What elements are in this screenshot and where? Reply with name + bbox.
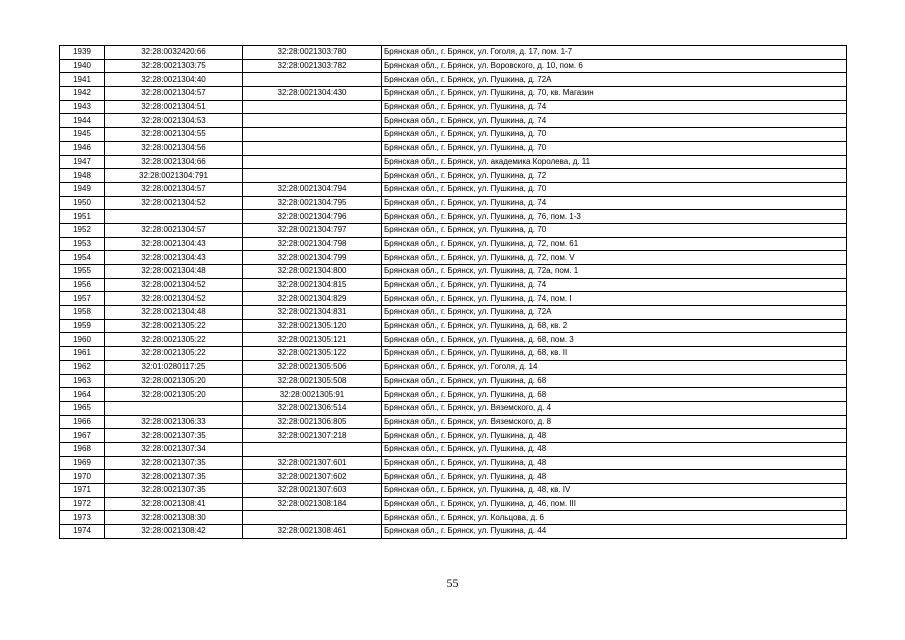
row-number-cell: 1946	[60, 141, 105, 155]
cadastral-number-parcel-cell: 32:28:0021305:20	[105, 388, 243, 402]
address-cell: Брянская обл., г. Брянск, ул. Пушкина, д. 74, пом. I	[382, 292, 847, 306]
address-cell: Брянская обл., г. Брянск, ул. Пушкина, д. 72А	[382, 73, 847, 87]
address-cell: Брянская обл., г. Брянск, ул. Пушкина, д. 72	[382, 169, 847, 183]
cadastral-number-parcel-cell: 32:28:0021304:56	[105, 141, 243, 155]
address-cell: Брянская обл., г. Брянск, ул. Пушкина, д. 44	[382, 525, 847, 539]
cadastral-number-object-cell: 32:28:0021304:794	[243, 182, 382, 196]
row-number-cell: 1944	[60, 114, 105, 128]
table-row	[60, 374, 847, 388]
row-number-cell: 1966	[60, 415, 105, 429]
row-number-cell: 1959	[60, 319, 105, 333]
cadastral-number-object-cell	[243, 169, 382, 183]
cadastral-number-object-cell: 32:28:0021306:514	[243, 401, 382, 415]
row-number-cell: 1952	[60, 223, 105, 237]
cadastral-number-parcel-cell: 32:28:0021305:20	[105, 374, 243, 388]
cadastral-number-object-cell	[243, 114, 382, 128]
row-number-cell: 1957	[60, 292, 105, 306]
table-row	[60, 100, 847, 114]
address-cell: Брянская обл., г. Брянск, ул. Пушкина, д. 68, кв. II	[382, 347, 847, 361]
table-row	[60, 128, 847, 142]
row-number-cell: 1965	[60, 401, 105, 415]
row-number-cell: 1973	[60, 511, 105, 525]
table-row	[60, 333, 847, 347]
table-row	[60, 511, 847, 525]
cadastral-number-object-cell: 32:28:0021305:120	[243, 319, 382, 333]
cadastral-number-object-cell: 32:28:0021304:815	[243, 278, 382, 292]
row-number-cell: 1943	[60, 100, 105, 114]
cadastral-number-object-cell: 32:28:0021305:121	[243, 333, 382, 347]
cadastral-number-parcel-cell: 32:28:0021304:66	[105, 155, 243, 169]
table-row	[60, 388, 847, 402]
table-row	[60, 319, 847, 333]
cadastral-number-parcel-cell: 32:28:0021307:35	[105, 484, 243, 498]
cadastral-number-object-cell: 32:28:0021304:795	[243, 196, 382, 210]
cadastral-number-object-cell: 32:28:0021304:831	[243, 306, 382, 320]
cadastral-number-parcel-cell: 32:28:0021303:75	[105, 59, 243, 73]
cadastral-number-parcel-cell: 32:28:0021306:33	[105, 415, 243, 429]
cadastral-number-object-cell: 32:28:0021303:780	[243, 46, 382, 60]
cadastral-number-object-cell: 32:28:0021304:798	[243, 237, 382, 251]
cadastral-number-object-cell: 32:28:0021308:461	[243, 525, 382, 539]
table-row	[60, 470, 847, 484]
table-row	[60, 59, 847, 73]
cadastral-number-object-cell: 32:28:0021304:796	[243, 210, 382, 224]
address-cell: Брянская обл., г. Брянск, ул. Пушкина, д. 72, пом. V	[382, 251, 847, 265]
address-cell: Брянская обл., г. Брянск, ул. Пушкина, д. 70	[382, 223, 847, 237]
table-row	[60, 484, 847, 498]
address-cell: Брянская обл., г. Брянск, ул. Пушкина, д. 48, кв. IV	[382, 484, 847, 498]
cadastral-number-object-cell: 32:28:0021305:91	[243, 388, 382, 402]
cadastral-number-object-cell	[243, 442, 382, 456]
table-row	[60, 155, 847, 169]
cadastral-number-parcel-cell	[105, 401, 243, 415]
address-cell: Брянская обл., г. Брянск, ул. Пушкина, д. 74	[382, 196, 847, 210]
register-table-body	[60, 46, 847, 539]
table-row	[60, 87, 847, 101]
row-number-cell: 1941	[60, 73, 105, 87]
cadastral-number-object-cell: 32:28:0021307:602	[243, 470, 382, 484]
address-cell: Брянская обл., г. Брянск, ул. Пушкина, д. 48	[382, 442, 847, 456]
row-number-cell: 1971	[60, 484, 105, 498]
row-number-cell: 1956	[60, 278, 105, 292]
address-cell: Брянская обл., г. Брянск, ул. Пушкина, д. 48	[382, 470, 847, 484]
table-row	[60, 73, 847, 87]
cadastral-number-parcel-cell: 32:28:0021307:35	[105, 429, 243, 443]
table-row	[60, 525, 847, 539]
cadastral-number-parcel-cell: 32:28:0021307:35	[105, 456, 243, 470]
cadastral-number-parcel-cell: 32:28:0021304:40	[105, 73, 243, 87]
row-number-cell: 1947	[60, 155, 105, 169]
cadastral-number-parcel-cell: 32:28:0032420:66	[105, 46, 243, 60]
cadastral-number-parcel-cell: 32:01:0280117:25	[105, 360, 243, 374]
row-number-cell: 1962	[60, 360, 105, 374]
cadastral-number-parcel-cell: 32:28:0021305:22	[105, 319, 243, 333]
cadastral-number-parcel-cell: 32:28:0021305:22	[105, 347, 243, 361]
cadastral-number-parcel-cell: 32:28:0021304:53	[105, 114, 243, 128]
address-cell: Брянская обл., г. Брянск, ул. Пушкина, д. 68, пом. 3	[382, 333, 847, 347]
address-cell: Брянская обл., г. Брянск, ул. Пушкина, д. 46, пом. III	[382, 497, 847, 511]
table-row	[60, 292, 847, 306]
cadastral-number-object-cell: 32:28:0021304:829	[243, 292, 382, 306]
row-number-cell: 1945	[60, 128, 105, 142]
cadastral-number-parcel-cell: 32:28:0021308:41	[105, 497, 243, 511]
cadastral-number-object-cell: 32:28:0021305:506	[243, 360, 382, 374]
table-row	[60, 360, 847, 374]
cadastral-number-object-cell	[243, 73, 382, 87]
address-cell: Брянская обл., г. Брянск, ул. Пушкина, д. 70	[382, 182, 847, 196]
table-row	[60, 182, 847, 196]
cadastral-number-parcel-cell: 32:28:0021304:791	[105, 169, 243, 183]
row-number-cell: 1963	[60, 374, 105, 388]
cadastral-number-parcel-cell: 32:28:0021304:57	[105, 223, 243, 237]
cadastral-number-parcel-cell: 32:28:0021308:30	[105, 511, 243, 525]
cadastral-number-parcel-cell: 32:28:0021304:57	[105, 182, 243, 196]
address-cell: Брянская обл., г. Брянск, ул. Вяземского, д. 4	[382, 401, 847, 415]
cadastral-number-object-cell: 32:28:0021307:218	[243, 429, 382, 443]
address-cell: Брянская обл., г. Брянск, ул. Пушкина, д. 48	[382, 456, 847, 470]
row-number-cell: 1953	[60, 237, 105, 251]
cadastral-number-object-cell: 32:28:0021304:799	[243, 251, 382, 265]
cadastral-number-object-cell: 32:28:0021304:797	[243, 223, 382, 237]
row-number-cell: 1972	[60, 497, 105, 511]
address-cell: Брянская обл., г. Брянск, ул. Пушкина, д. 70	[382, 141, 847, 155]
address-cell: Брянская обл., г. Брянск, ул. Пушкина, д. 68	[382, 374, 847, 388]
cadastral-number-object-cell: 32:28:0021307:601	[243, 456, 382, 470]
row-number-cell: 1949	[60, 182, 105, 196]
address-cell: Брянская обл., г. Брянск, ул. Пушкина, д. 68, кв. 2	[382, 319, 847, 333]
row-number-cell: 1951	[60, 210, 105, 224]
cadastral-number-parcel-cell: 32:28:0021307:35	[105, 470, 243, 484]
row-number-cell: 1940	[60, 59, 105, 73]
register-table	[59, 45, 847, 539]
cadastral-number-object-cell	[243, 141, 382, 155]
table-row	[60, 347, 847, 361]
row-number-cell: 1960	[60, 333, 105, 347]
cadastral-number-parcel-cell: 32:28:0021308:42	[105, 525, 243, 539]
row-number-cell: 1964	[60, 388, 105, 402]
table-row	[60, 237, 847, 251]
cadastral-number-parcel-cell: 32:28:0021304:48	[105, 306, 243, 320]
cadastral-number-parcel-cell: 32:28:0021304:48	[105, 265, 243, 279]
table-row	[60, 429, 847, 443]
cadastral-number-parcel-cell: 32:28:0021304:52	[105, 292, 243, 306]
row-number-cell: 1942	[60, 87, 105, 101]
cadastral-number-object-cell	[243, 100, 382, 114]
row-number-cell: 1967	[60, 429, 105, 443]
row-number-cell: 1961	[60, 347, 105, 361]
address-cell: Брянская обл., г. Брянск, ул. Пушкина, д. 70, кв. Магазин	[382, 87, 847, 101]
row-number-cell: 1955	[60, 265, 105, 279]
address-cell: Брянская обл., г. Брянск, ул. Пушкина, д. 72а, пом. 1	[382, 265, 847, 279]
row-number-cell: 1958	[60, 306, 105, 320]
table-row	[60, 114, 847, 128]
cadastral-number-parcel-cell	[105, 210, 243, 224]
cadastral-number-object-cell: 32:28:0021308:184	[243, 497, 382, 511]
table-row	[60, 306, 847, 320]
address-cell: Брянская обл., г. Брянск, ул. Пушкина, д. 72, пом. 61	[382, 237, 847, 251]
address-cell: Брянская обл., г. Брянск, ул. Вяземского, д. 8	[382, 415, 847, 429]
table-row	[60, 415, 847, 429]
row-number-cell: 1954	[60, 251, 105, 265]
cadastral-number-object-cell: 32:28:0021303:782	[243, 59, 382, 73]
table-row	[60, 497, 847, 511]
cadastral-number-parcel-cell: 32:28:0021304:57	[105, 87, 243, 101]
row-number-cell: 1970	[60, 470, 105, 484]
table-row	[60, 169, 847, 183]
table-row	[60, 456, 847, 470]
address-cell: Брянская обл., г. Брянск, ул. Пушкина, д. 76, пом. 1-3	[382, 210, 847, 224]
address-cell: Брянская обл., г. Брянск, ул. Гоголя, д. 17, пом. 1-7	[382, 46, 847, 60]
cadastral-number-parcel-cell: 32:28:0021304:55	[105, 128, 243, 142]
cadastral-number-object-cell: 32:28:0021304:430	[243, 87, 382, 101]
address-cell: Брянская обл., г. Брянск, ул. Воровского, д. 10, пом. 6	[382, 59, 847, 73]
address-cell: Брянская обл., г. Брянск, ул. Пушкина, д. 70	[382, 128, 847, 142]
table-row	[60, 210, 847, 224]
address-cell: Брянская обл., г. Брянск, ул. Пушкина, д. 74	[382, 114, 847, 128]
table-row	[60, 442, 847, 456]
cadastral-number-object-cell	[243, 128, 382, 142]
cadastral-number-parcel-cell: 32:28:0021305:22	[105, 333, 243, 347]
row-number-cell: 1969	[60, 456, 105, 470]
row-number-cell: 1948	[60, 169, 105, 183]
row-number-cell: 1968	[60, 442, 105, 456]
cadastral-number-object-cell	[243, 155, 382, 169]
cadastral-number-object-cell	[243, 511, 382, 525]
address-cell: Брянская обл., г. Брянск, ул. Пушкина, д. 74	[382, 278, 847, 292]
cadastral-number-parcel-cell: 32:28:0021307:34	[105, 442, 243, 456]
table-row	[60, 251, 847, 265]
cadastral-number-parcel-cell: 32:28:0021304:52	[105, 278, 243, 292]
row-number-cell: 1939	[60, 46, 105, 60]
cadastral-number-parcel-cell: 32:28:0021304:43	[105, 251, 243, 265]
address-cell: Брянская обл., г. Брянск, ул. Пушкина, д. 74	[382, 100, 847, 114]
cadastral-number-object-cell: 32:28:0021306:805	[243, 415, 382, 429]
cadastral-number-object-cell: 32:28:0021305:122	[243, 347, 382, 361]
table-row	[60, 265, 847, 279]
address-cell: Брянская обл., г. Брянск, ул. Гоголя, д. 14	[382, 360, 847, 374]
row-number-cell: 1974	[60, 525, 105, 539]
cadastral-number-parcel-cell: 32:28:0021304:52	[105, 196, 243, 210]
table-row	[60, 278, 847, 292]
address-cell: Брянская обл., г. Брянск, ул. Кольцова, д. 6	[382, 511, 847, 525]
row-number-cell: 1950	[60, 196, 105, 210]
cadastral-number-parcel-cell: 32:28:0021304:43	[105, 237, 243, 251]
address-cell: Брянская обл., г. Брянск, ул. Пушкина, д. 48	[382, 429, 847, 443]
page-number: 55	[446, 576, 459, 590]
address-cell: Брянская обл., г. Брянск, ул. Пушкина, д. 68	[382, 388, 847, 402]
cadastral-number-object-cell: 32:28:0021305:508	[243, 374, 382, 388]
address-cell: Брянская обл., г. Брянск, ул. Пушкина, д. 72А	[382, 306, 847, 320]
table-row	[60, 401, 847, 415]
table-row	[60, 46, 847, 60]
cadastral-number-object-cell: 32:28:0021307:603	[243, 484, 382, 498]
cadastral-number-object-cell: 32:28:0021304:800	[243, 265, 382, 279]
table-row	[60, 196, 847, 210]
table-row	[60, 223, 847, 237]
address-cell: Брянская обл., г. Брянск, ул. академика Королева, д. 11	[382, 155, 847, 169]
cadastral-number-parcel-cell: 32:28:0021304:51	[105, 100, 243, 114]
table-row	[60, 141, 847, 155]
